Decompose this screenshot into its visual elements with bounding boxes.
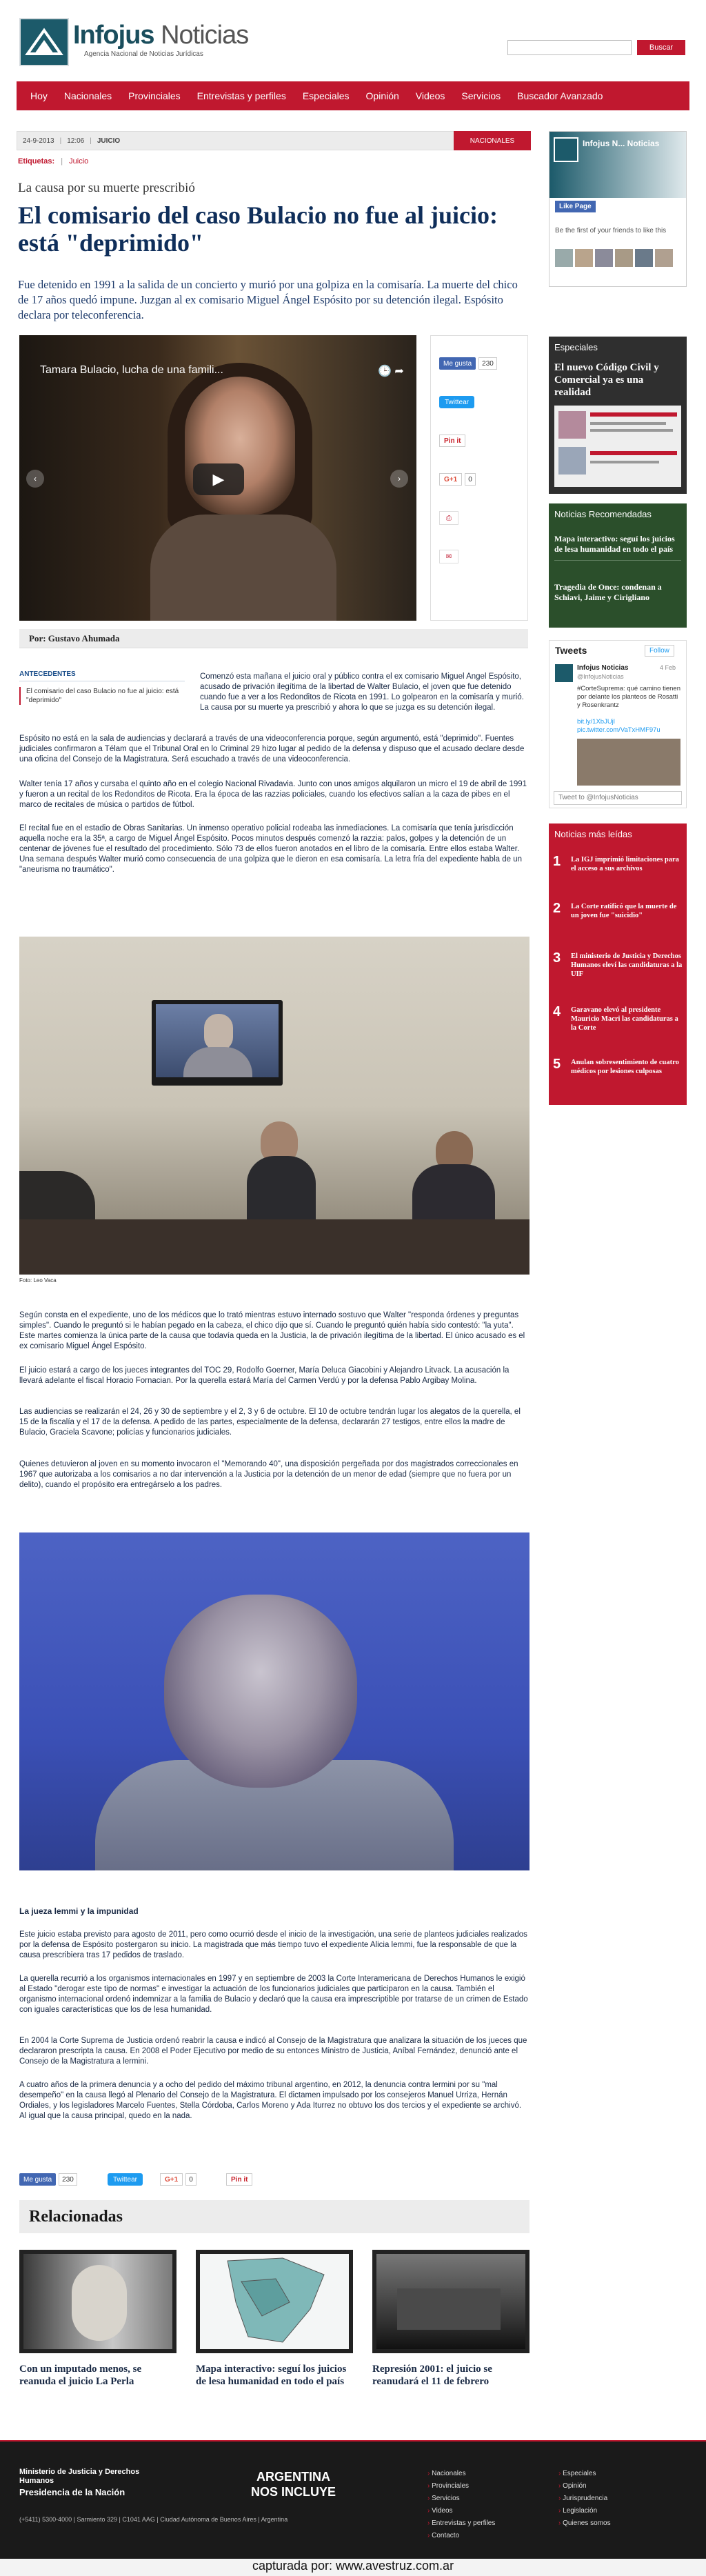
fb-friends-text: Be the first of your friends to like this [555, 227, 667, 234]
most-read-number: 3 [553, 950, 561, 966]
related-caption[interactable]: Represión 2001: el juicio se reanudará el 11 de febrero [372, 2364, 492, 2387]
most-read-link[interactable]: El ministerio de Justicia y Derechos Humanos eleví las candidaturas a la UIF [571, 952, 683, 978]
search-button[interactable]: Buscar [637, 40, 685, 55]
author-bar: Por: Gustavo Ahumada [19, 629, 528, 648]
article-kicker: La causa por su muerte prescribió [18, 181, 195, 195]
nav-item-servicios[interactable]: Servicios [461, 90, 501, 101]
article-photo-courtroom [19, 937, 530, 1275]
especiales-box [549, 337, 687, 494]
most-read-link[interactable]: La IGJ imprimió limitaciones para el acceso a sus archivos [571, 856, 679, 872]
logo-icon[interactable] [19, 18, 69, 66]
footer-link[interactable]: › Quienes somos [558, 2517, 611, 2530]
most-read-link[interactable]: La Corte ratificó que la muerte de un joven fue "suicidio" [571, 903, 677, 919]
especiales-image[interactable] [554, 406, 681, 487]
tweet-date[interactable]: 4 Feb [660, 664, 676, 671]
site-footer [0, 2442, 706, 2559]
gp-count: 0 [465, 473, 476, 486]
avatar[interactable] [635, 249, 653, 267]
nav-item-buscador[interactable]: Buscador Avanzado [517, 90, 603, 101]
most-read-item[interactable] [553, 854, 683, 895]
gp-count: 0 [185, 2173, 196, 2186]
fb-share [439, 357, 497, 370]
related-item[interactable] [19, 2250, 176, 2388]
footer-link[interactable]: › Especiales [558, 2468, 611, 2480]
article-time: 12:06 [67, 137, 85, 145]
twitter-follow-button[interactable]: Follow [645, 645, 674, 657]
paragraph: El recital fue en el estadio de Obras Sanitarias. Un inmenso operativo policial rodeaba las inmediaciones. La comisaría que tenía jurisdicción aquella noche era la 35ª, a cargo de Miguel Ángel Espósito. Pocos minutos después comenzó la razzia: palos, golpes y la detención de un centenar de jóvenes fue el resultado del procedimiento. Sólo 73 de ellos fueron anotados en el libro de la comisaría. Entre ellos estaba Walter. Una semana después Walter murió como consecuencia de una golpiza que le dieron en esa comisaría. La letra fría del expediente habla de un "aneurisma no traumático". [19, 824, 522, 874]
fb-share-bottom [19, 2173, 77, 2186]
email-share [439, 550, 458, 563]
share-column [430, 335, 528, 621]
tweet-to-input[interactable]: Tweet to @InfojusNoticias [554, 791, 682, 805]
video-player[interactable] [19, 335, 416, 621]
footer-link[interactable]: › Opinión [558, 2480, 611, 2493]
paragraph: La querella recurrió a los organismos internacionales en 1997 y en septiembre de 2003 la Corte Interamericana de Derechos Humanos le exigió al Estado "derogar este tipo de normas" e investigar la actuación de los funcionarios judiciales que participaron en la causa. También el organismo internacional ordenó indemnizar a la familia de Bulacio y declaró que la causa era imprescriptible por tratarse de un crimen de Estado con iguales características que los de lesa humanidad. [19, 1975, 528, 2014]
section-subtitle: La jueza lemmi y la impunidad [19, 1906, 139, 1916]
related-caption[interactable]: Con un imputado menos, se reanuda el juicio La Perla [19, 2364, 142, 2387]
paragraph: Según consta en el expediente, uno de los médicos que lo trató mientras estuvo internado sostuvo que Walter "responda órdenes y preguntas simples". Cuando le preguntó si le habían pegado en la cabeza, el chico dijo que sí. Cuando le preguntó quién había sido contestó: "la yuta". Este martes comienza la única parte de la causa que todavía queda en la Justicia, la de privación ilegítima de la libertad. El único acusado es el ex comisario Miguel Ángel Espósito. [19, 1311, 525, 1350]
gp-share [439, 472, 476, 486]
antecedentes-box [19, 670, 185, 719]
footer-link[interactable]: › Jurisprudencia [558, 2493, 611, 2505]
footer-link[interactable]: › Servicios [427, 2493, 495, 2505]
facebook-widget [549, 131, 687, 287]
most-read-number: 5 [553, 1057, 561, 1072]
related-title: Relacionadas [19, 2200, 530, 2233]
fb-cover [549, 132, 686, 198]
main-nav [17, 81, 689, 110]
footer-link[interactable]: › Entrevistas y perfiles [427, 2517, 495, 2530]
twitter-widget [549, 640, 687, 808]
antecedentes-link[interactable]: El comisario del caso Bulacio no fue al juicio: está "deprimido" [19, 687, 185, 705]
most-read-title: Noticias más leídas [554, 828, 632, 839]
related-item[interactable] [372, 2250, 530, 2388]
article-photo-videoconference [19, 1532, 530, 1870]
twitter-button[interactable]: Twittear [439, 396, 474, 408]
most-read-number: 2 [553, 901, 561, 916]
footer-link[interactable]: › Nacionales [427, 2468, 495, 2480]
article-category[interactable]: JUICIO [97, 137, 121, 145]
related-item[interactable] [196, 2250, 353, 2388]
paragraph: Espósito no está en la sala de audiencias y declarará a través de una videoconferencia porque, según argumentó, está "deprimido". Fuentes judiciales confirmaron a Télam que el Tribunal Oral en lo Criminal 29 hizo lugar al pedido de la defensa y dispuso que el acusado declare desde una oficina del Consejo de la Magistratura. Será escuchado a través de una videoconferencia. [19, 735, 525, 763]
photo-credit: Foto: Leo Vaca [19, 1277, 57, 1284]
tweet-image[interactable] [577, 739, 680, 786]
avatar[interactable] [575, 249, 593, 267]
paragraph: Las audiencias se realizarán el 24, 26 y 30 de septiembre y el 2, 3 y 6 de octubre. El 10 de octubre tendrán lugar los alegatos de la querella, el 15 de la fiscalía y el 17 de la defensa. A pedido de las partes, especialmente de la defensa, declararán 27 testigos, entre ellos la madre de Bulacio, Graciela Scavone; policías y funcionarios judiciales. [19, 1408, 521, 1437]
paragraph: Quienes detuvieron al joven en su momento invocaron el "Memorando 40", una disposición pergeñada por dos magistrados correccionales en 1967 que autorizaba a los comisarios a no dar intervención a la Justicia por la detención de un menor de edad (siempre que no fuera por un delito), cuando el propósito era entregárselo a los padres. [19, 1460, 518, 1489]
date-bar: 24-9-2013 | 12:06 | JUICIO [17, 131, 528, 150]
nav-item-hoy[interactable]: Hoy [30, 90, 48, 101]
tweet-link[interactable]: bit.ly/1XbJUjl pic.twitter.com/VaTxHMF97u [577, 718, 660, 734]
footer-address: (+5411) 5300-4000 | Sarmiento 329 | C1041 AAG | Ciudad Autónoma de Buenos Aires | Argentina [19, 2516, 288, 2523]
footer-links-col1 [427, 2468, 495, 2542]
article-lead: Fue detenido en 1991 a la salida de un concierto y murió por una golpiza en la comisaría. La muerte del chico de 17 años quedó impune. Juzgan al ex comisario Miguel Ángel Espósito por su detención ilegal. Espósito declara por teleconferencia. [18, 278, 518, 321]
site-header [0, 0, 706, 74]
tag-link[interactable]: Juicio [69, 157, 89, 166]
capture-credit: capturada por: www.avestruz.com.ar [0, 2559, 706, 2576]
paragraph: Este juicio estaba previsto para agosto de 2011, pero como ocurrió desde el inicio de la investigación, una serie de planteos judiciales realizados por la defensa de Espósito postergaron su inicio. La magistrada que más tiempo tuvo el expediente Alicia lemmi, fue la responsable de que la causa prescribiera tras 17 pedidos de traslado. [19, 1930, 527, 1959]
fb-page-name[interactable]: Infojus N... Noticias [583, 139, 660, 148]
most-read-item[interactable] [553, 901, 683, 942]
footer-argentina: ARGENTINA [256, 2470, 330, 2484]
video-actions-icon[interactable]: 🕒 ➦ [378, 366, 404, 377]
nav-item-videos[interactable]: Videos [415, 90, 445, 101]
nav-item-provinciales[interactable]: Provinciales [128, 90, 181, 101]
fb-avatars [555, 249, 673, 267]
tw-share [439, 395, 474, 409]
most-read-item[interactable] [553, 1057, 683, 1098]
recomendadas-title: Noticias Recomendadas [554, 508, 652, 519]
paragraph: El juicio estará a cargo de los jueces integrantes del TOC 29, Rodolfo Goerner, María Deluca Giacobini y Alejandro Litvack. La acusación la llevará adelante el fiscal Horacio Fornacian. Por la querella estará María del Carmen Verdú y por la defensa Pablo Argibay Molina. [19, 1366, 510, 1385]
tags: Etiquetas: | Juicio [18, 157, 89, 166]
pin-share [439, 434, 465, 448]
footer-ministry[interactable]: Ministerio de Justicia y Derechos Humanos [19, 2468, 140, 2485]
tweet-handle[interactable]: @InfojusNoticias [577, 673, 624, 680]
recomendada-link[interactable]: Tragedia de Once: condenan a Schiavi, Jaime y Cirigliano [554, 582, 662, 602]
especiales-text[interactable]: El nuevo Código Civil y Comercial ya es una realidad [554, 362, 659, 398]
nav-item-especiales[interactable]: Especiales [302, 90, 350, 101]
footer-link[interactable]: › Contacto [427, 2530, 495, 2542]
recomendada-link[interactable]: Mapa interactivo: seguí los juicios de lesa humanidad en todo el país [554, 534, 681, 561]
nav-item-nacionales[interactable]: Nacionales [63, 90, 112, 101]
tweet-user[interactable]: Infojus Noticias [577, 664, 629, 672]
print-icon[interactable]: ⎙ [439, 511, 458, 525]
nav-item-opinion[interactable]: Opinión [365, 90, 399, 101]
antecedentes-title: ANTECEDENTES [19, 670, 185, 681]
tweet-text: #CorteSuprema: qué camino tienen por delante los planteos de Rosatti y Rosenkrantz [577, 685, 680, 709]
fb-like-button[interactable]: Me gusta [19, 2173, 56, 2186]
paragraph: A cuatro años de la primera denuncia y a ocho del pedido del máximo tribunal argentino, en 2012, la denuncia contra lermini por su "mal desempeño" en la causa llegó al Plenario del Consejo de la Magistratura. El dictamen impulsado por los consejeros Manuel Urriza, Hernán Ordiales, y los legisladores Marcelo Fuentes, Stella Córdoba, Carlos Moreno y Ada Iturrez no obtuvo los dos tercios y el expediente se archivó. Al igual que la causa principal, quedo en la nada. [19, 2081, 522, 2120]
article-date: 24-9-2013 [23, 137, 54, 145]
twitter-button[interactable]: Twittear [108, 2173, 143, 2186]
most-read-number: 4 [553, 1004, 561, 1019]
footer-argentina-logo[interactable] [251, 2469, 336, 2499]
article-headline: El comisario del caso Bulacio no fue al juicio: está "deprimido" [18, 201, 498, 257]
recomendadas-box [549, 503, 687, 628]
related-caption[interactable]: Mapa interactivo: seguí los juicios de lesa humanidad en todo el país [196, 2364, 347, 2387]
play-icon[interactable]: ▶ [193, 463, 244, 495]
footer-link[interactable]: › Videos [427, 2505, 495, 2517]
footer-links-col2 [558, 2468, 611, 2530]
avatar[interactable] [595, 249, 613, 267]
most-read-link[interactable]: Anulan sobresentimiento de cuatro médicos por lesiones culposas [571, 1059, 679, 1075]
footer-presidency[interactable]: Presidencia de la Nación [19, 2487, 125, 2497]
prev-arrow-icon[interactable]: ‹ [26, 470, 44, 488]
email-icon[interactable]: ✉ [439, 550, 458, 563]
most-read-link[interactable]: Garavano elevó al presidente Mauricio Macri las candidaturas a la Corte [571, 1006, 678, 1032]
section-badge[interactable]: NACIONALES [454, 131, 531, 150]
gplus-button[interactable]: G+1 [160, 2173, 183, 2186]
most-read-box [549, 823, 687, 1105]
tweet-avatar[interactable] [555, 664, 573, 682]
fb-count: 230 [478, 357, 497, 370]
paragraph: En 2004 la Corte Suprema de Justicia ordenó reabrir la causa e indicó al Consejo de la Magistratura que analizara la situación de los jueces que declararon prescripta la causa. En 2008 el Poder Ejecutivo por medio de su entonces Ministro de Justicia, Aníbal Fernández, denunció ante el Consejo de la Magistratura a lermini. [19, 2037, 527, 2066]
footer-link[interactable]: › Legislación [558, 2505, 611, 2517]
avatar[interactable] [655, 249, 673, 267]
gp-share-bottom [160, 2173, 196, 2186]
logo-text[interactable]: Infojus Noticias [73, 21, 249, 50]
fb-like-button[interactable]: Me gusta [439, 357, 476, 370]
print-share [439, 511, 458, 525]
avatar[interactable] [555, 249, 573, 267]
most-read-item[interactable] [553, 1004, 683, 1046]
paragraph: Comenzó esta mañana el juicio oral y público contra el ex comisario Miguel Angel Espósito, acusado de privación ilegítima de la libertad de Walter Bulacio, el joven que fue detenido cuando fue a ver a los Redonditos de Ricota en 1991. Lo golpearon en la comisaría y murió. La causa por su muerte ya prescribió y ahora lo que se juzga es su detención ilegal. [200, 672, 524, 712]
pinterest-button[interactable]: Pin it [226, 2173, 252, 2186]
fb-count: 230 [59, 2173, 77, 2186]
video-title[interactable]: Tamara Bulacio, lucha de una famili... [40, 364, 223, 376]
avatar[interactable] [615, 249, 633, 267]
paragraph: Walter tenía 17 años y cursaba el quinto año en el colegio Nacional Rivadavia. Junto con unos amigos alquilaron un micro el 19 de abril de 1991 y fueron a un recital de los Redonditos de Ricota. Era la época de las razzias policiales, cuando los efectivos salían a la caza de pibes en el marco de recitales de música o partidos de fútbol. [19, 780, 527, 809]
share-bar-bottom [19, 2171, 530, 2188]
most-read-number: 1 [553, 854, 561, 869]
footer-nos-incluye: NOS INCLUYE [251, 2485, 336, 2499]
nav-item-entrevistas[interactable]: Entrevistas y perfiles [196, 90, 286, 101]
next-arrow-icon[interactable]: › [390, 470, 408, 488]
tweets-title: Tweets [555, 645, 587, 656]
logo-subtitle: Agencia Nacional de Noticias Jurídicas [84, 50, 203, 58]
tags-label: Etiquetas: [18, 157, 55, 166]
search-input[interactable] [507, 40, 632, 55]
pin-share-bottom [226, 2173, 252, 2186]
tw-share-bottom [108, 2173, 143, 2186]
gplus-button[interactable]: G+1 [439, 473, 462, 486]
most-read-item[interactable] [553, 950, 683, 992]
fb-like-page-button[interactable]: Like Page [555, 201, 596, 212]
especiales-title: Especiales [554, 341, 598, 352]
pinterest-button[interactable]: Pin it [439, 435, 465, 447]
footer-link[interactable]: › Provinciales [427, 2480, 495, 2493]
